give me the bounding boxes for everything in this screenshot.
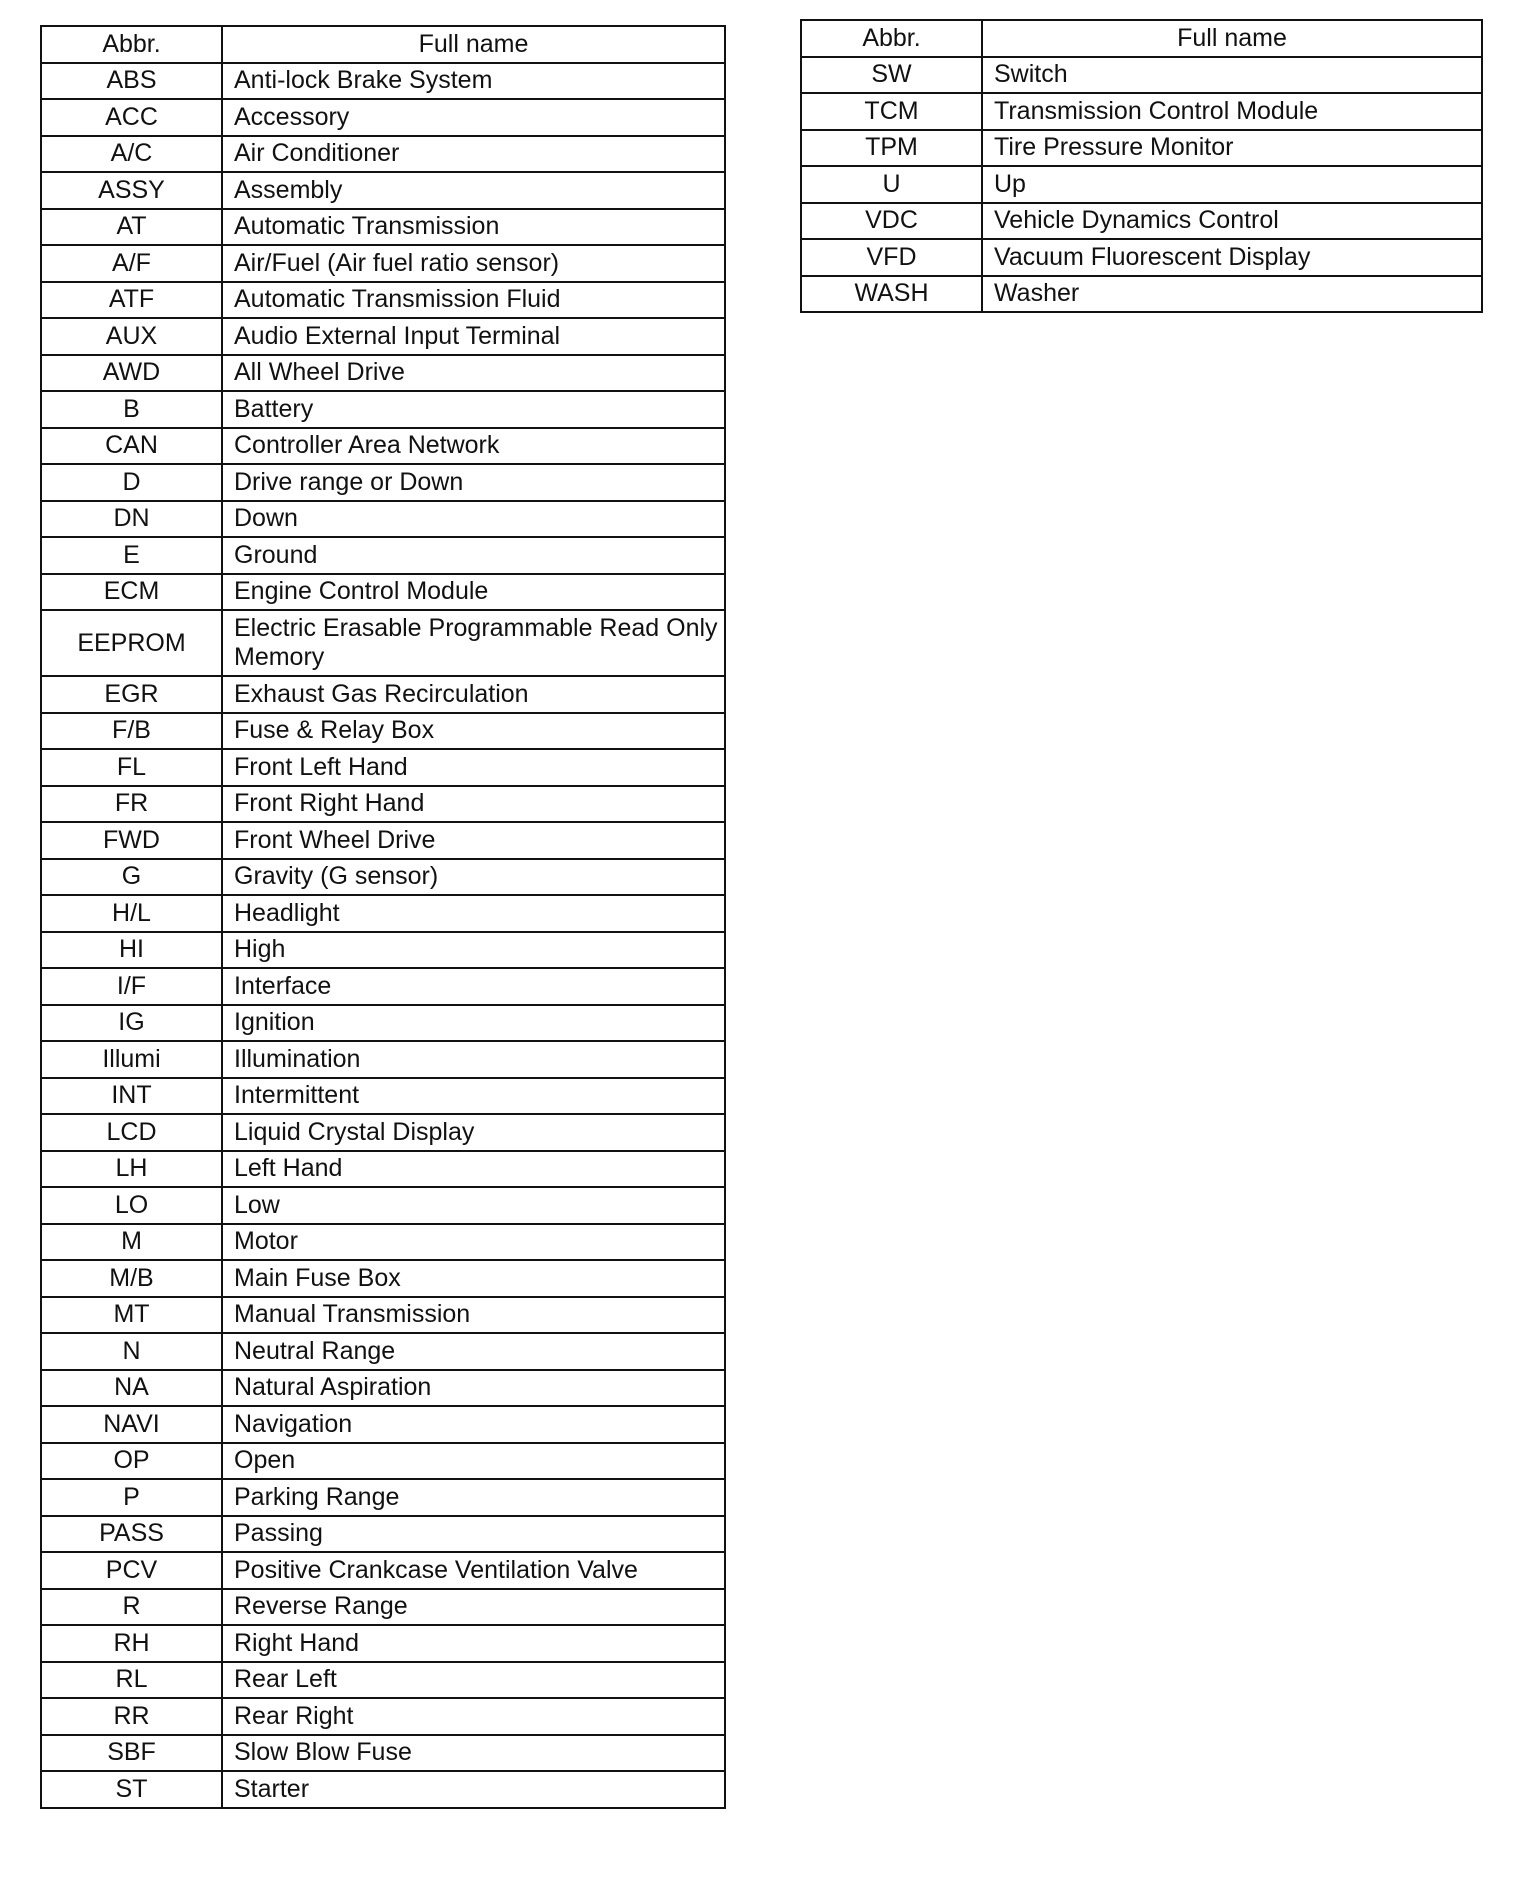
full-name-cell: Gravity (G sensor) [222, 859, 725, 896]
full-name-cell: High [222, 932, 725, 969]
table-row [41, 1479, 725, 1516]
abbr-column-header: Abbr. [41, 26, 222, 63]
full-name-cell: Exhaust Gas Recirculation [222, 676, 725, 713]
abbreviation-cell: CAN [41, 428, 222, 465]
table-row [41, 1735, 725, 1772]
table-row [41, 1406, 725, 1443]
full-name-cell: Liquid Crystal Display [222, 1114, 725, 1151]
abbreviation-cell: Illumi [41, 1041, 222, 1078]
abbreviation-cell: SBF [41, 1735, 222, 1772]
table-row [41, 1297, 725, 1334]
table-row [801, 93, 1482, 130]
abbreviation-cell: LH [41, 1151, 222, 1188]
table-row [41, 1333, 725, 1370]
full-name-cell: Fuse & Relay Box [222, 713, 725, 750]
full-name-cell: Automatic Transmission [222, 209, 725, 246]
abbreviation-cell: FWD [41, 822, 222, 859]
abbreviation-cell: RR [41, 1698, 222, 1735]
abbreviation-cell: ECM [41, 574, 222, 611]
full-name-cell: Left Hand [222, 1151, 725, 1188]
abbreviation-cell: AT [41, 209, 222, 246]
table-row [41, 822, 725, 859]
abbreviation-cell: SW [801, 57, 982, 94]
table-header-row [801, 20, 1482, 57]
full-name-cell: Automatic Transmission Fluid [222, 282, 725, 319]
table-row [41, 1698, 725, 1735]
table-row [41, 1114, 725, 1151]
full-name-cell: Accessory [222, 99, 725, 136]
full-name-cell: Drive range or Down [222, 464, 725, 501]
abbreviation-cell: M/B [41, 1260, 222, 1297]
full-name-cell: Reverse Range [222, 1589, 725, 1626]
abbreviation-cell: E [41, 537, 222, 574]
abbreviation-cell: DN [41, 501, 222, 538]
table-row [41, 676, 725, 713]
table-row [41, 610, 725, 676]
table-row [41, 932, 725, 969]
table-row [41, 1625, 725, 1662]
abbreviation-cell: A/C [41, 136, 222, 173]
abbreviation-cell: RH [41, 1625, 222, 1662]
abbreviation-cell: U [801, 166, 982, 203]
abbreviation-cell: NAVI [41, 1406, 222, 1443]
abbreviation-cell: RL [41, 1662, 222, 1699]
table-row [41, 209, 725, 246]
table-header-row [41, 26, 725, 63]
abbreviation-cell: ASSY [41, 172, 222, 209]
table-row [801, 239, 1482, 276]
abbreviation-cell: WASH [801, 276, 982, 313]
abbreviation-cell: FR [41, 786, 222, 823]
table-row [41, 282, 725, 319]
table-row [41, 355, 725, 392]
table-row [41, 1589, 725, 1626]
table-row [41, 1078, 725, 1115]
abbreviation-cell: VDC [801, 203, 982, 240]
table-row [41, 537, 725, 574]
full-name-cell: Manual Transmission [222, 1297, 725, 1334]
abbreviation-cell: IG [41, 1005, 222, 1042]
table-row [41, 501, 725, 538]
abbreviation-cell: INT [41, 1078, 222, 1115]
abbreviation-cell: NA [41, 1370, 222, 1407]
abbreviation-cell: TPM [801, 130, 982, 167]
table-row [801, 130, 1482, 167]
table-row [41, 1260, 725, 1297]
full-name-cell: Audio External Input Terminal [222, 318, 725, 355]
full-name-cell: Slow Blow Fuse [222, 1735, 725, 1772]
full-name-cell: Parking Range [222, 1479, 725, 1516]
full-name-cell: Washer [982, 276, 1482, 313]
full-name-cell: Vehicle Dynamics Control [982, 203, 1482, 240]
full-name-cell: Navigation [222, 1406, 725, 1443]
abbreviation-cell: LO [41, 1187, 222, 1224]
table-row [41, 1370, 725, 1407]
abbreviation-cell: ATF [41, 282, 222, 319]
full-name-cell: Positive Crankcase Ventilation Valve [222, 1552, 725, 1589]
abbreviation-cell: MT [41, 1297, 222, 1334]
abbreviation-cell: P [41, 1479, 222, 1516]
abbreviation-cell: F/B [41, 713, 222, 750]
table-row [801, 57, 1482, 94]
table-row [41, 574, 725, 611]
full-name-cell: Front Wheel Drive [222, 822, 725, 859]
abbreviation-cell: AUX [41, 318, 222, 355]
full-name-cell: Front Right Hand [222, 786, 725, 823]
abbreviation-cell: B [41, 391, 222, 428]
abbreviation-cell: G [41, 859, 222, 896]
table-row [41, 245, 725, 282]
abbreviation-cell: VFD [801, 239, 982, 276]
table-row [801, 203, 1482, 240]
full-name-cell: Natural Aspiration [222, 1370, 725, 1407]
abbreviation-table-right [800, 19, 1483, 313]
full-name-cell: Passing [222, 1516, 725, 1553]
abbreviation-cell: PCV [41, 1552, 222, 1589]
full-name-cell: Main Fuse Box [222, 1260, 725, 1297]
table-row [801, 166, 1482, 203]
full-name-cell: Interface [222, 968, 725, 1005]
full-name-cell: Anti-lock Brake System [222, 63, 725, 100]
abbreviation-cell: ACC [41, 99, 222, 136]
abbreviation-cell: ABS [41, 63, 222, 100]
abbreviation-cell: EGR [41, 676, 222, 713]
full-name-cell: Electric Erasable Programmable Read Only Memory [222, 610, 725, 676]
full-name-cell: Ignition [222, 1005, 725, 1042]
full-name-cell: Air/Fuel (Air fuel ratio sensor) [222, 245, 725, 282]
full-name-cell: Motor [222, 1224, 725, 1261]
full-name-cell: Rear Right [222, 1698, 725, 1735]
abbreviation-cell: A/F [41, 245, 222, 282]
table-row [41, 713, 725, 750]
table-row [41, 1443, 725, 1480]
table-row [41, 1151, 725, 1188]
table-row [41, 1005, 725, 1042]
abbreviation-cell: AWD [41, 355, 222, 392]
full-name-cell: Controller Area Network [222, 428, 725, 465]
table-row [41, 464, 725, 501]
abbr-column-header: Abbr. [801, 20, 982, 57]
full-name-cell: Low [222, 1187, 725, 1224]
abbreviation-cell: R [41, 1589, 222, 1626]
table-row [41, 63, 725, 100]
full-name-cell: Switch [982, 57, 1482, 94]
table-row [41, 859, 725, 896]
full-name-column-header: Full name [222, 26, 725, 63]
table-row [41, 1041, 725, 1078]
full-name-cell: Starter [222, 1771, 725, 1808]
full-name-cell: Headlight [222, 895, 725, 932]
abbreviation-cell: LCD [41, 1114, 222, 1151]
table-row [801, 276, 1482, 313]
full-name-cell: Rear Left [222, 1662, 725, 1699]
table-row [41, 749, 725, 786]
table-row [41, 1662, 725, 1699]
full-name-cell: Tire Pressure Monitor [982, 130, 1482, 167]
table-row [41, 786, 725, 823]
abbreviation-cell: M [41, 1224, 222, 1261]
abbreviation-cell: PASS [41, 1516, 222, 1553]
full-name-cell: Right Hand [222, 1625, 725, 1662]
abbreviation-cell: D [41, 464, 222, 501]
abbreviation-cell: FL [41, 749, 222, 786]
table-row [41, 136, 725, 173]
full-name-cell: Down [222, 501, 725, 538]
table-row [41, 1187, 725, 1224]
full-name-cell: Up [982, 166, 1482, 203]
full-name-cell: All Wheel Drive [222, 355, 725, 392]
table-row [41, 1771, 725, 1808]
full-name-column-header: Full name [982, 20, 1482, 57]
table-row [41, 895, 725, 932]
abbreviation-cell: HI [41, 932, 222, 969]
abbreviation-cell: N [41, 1333, 222, 1370]
abbreviation-cell: OP [41, 1443, 222, 1480]
abbreviation-cell: TCM [801, 93, 982, 130]
full-name-cell: Transmission Control Module [982, 93, 1482, 130]
abbreviation-cell: EEPROM [41, 610, 222, 676]
full-name-cell: Assembly [222, 172, 725, 209]
full-name-cell: Battery [222, 391, 725, 428]
abbreviation-cell: H/L [41, 895, 222, 932]
table-row [41, 428, 725, 465]
full-name-cell: Neutral Range [222, 1333, 725, 1370]
full-name-cell: Open [222, 1443, 725, 1480]
table-row [41, 1224, 725, 1261]
abbreviation-cell: ST [41, 1771, 222, 1808]
full-name-cell: Front Left Hand [222, 749, 725, 786]
table-row [41, 391, 725, 428]
table-row [41, 172, 725, 209]
table-row [41, 1552, 725, 1589]
full-name-cell: Illumination [222, 1041, 725, 1078]
table-row [41, 1516, 725, 1553]
abbreviation-table-left [40, 25, 726, 1809]
full-name-cell: Engine Control Module [222, 574, 725, 611]
abbreviation-cell: I/F [41, 968, 222, 1005]
full-name-cell: Intermittent [222, 1078, 725, 1115]
table-row [41, 968, 725, 1005]
full-name-cell: Vacuum Fluorescent Display [982, 239, 1482, 276]
full-name-cell: Ground [222, 537, 725, 574]
full-name-cell: Air Conditioner [222, 136, 725, 173]
table-row [41, 318, 725, 355]
table-row [41, 99, 725, 136]
